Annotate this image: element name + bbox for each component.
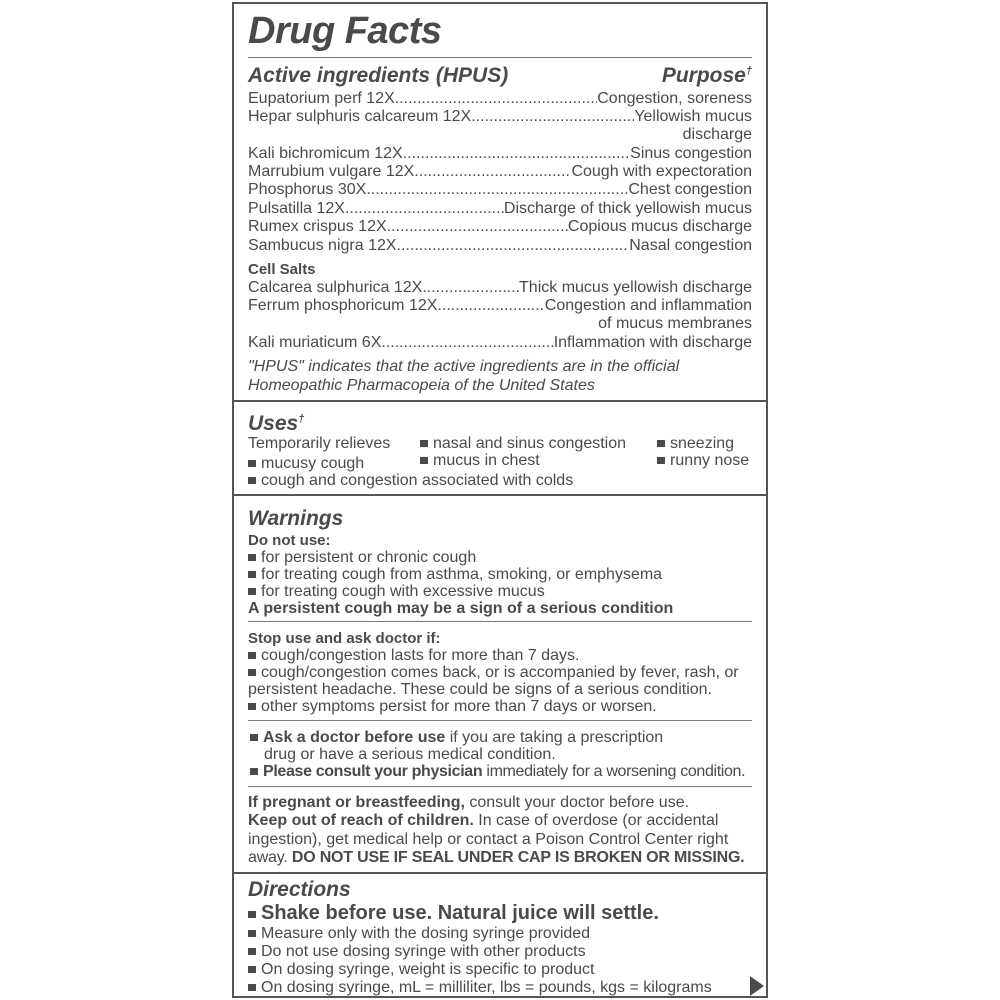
bullet-icon <box>248 966 256 973</box>
stop-use-heading: Stop use and ask doctor if: <box>248 630 441 647</box>
bullet-icon <box>248 477 256 484</box>
title-divider <box>248 57 752 58</box>
direction-item: Do not use dosing syringe with other products <box>248 943 586 961</box>
section-divider <box>234 494 766 496</box>
bullet-icon <box>248 948 256 955</box>
bullet-icon <box>248 554 256 561</box>
stop-use-item: cough/congestion lasts for more than 7 days. <box>248 647 579 665</box>
ingredient-row: Phosphorus 30X ..... Chest congestion <box>248 181 752 199</box>
stop-use-item: other symptoms persist for more than 7 days or worsen. <box>248 698 657 716</box>
keep-out-of-reach: Keep out of reach of children. In case of overdose (or accidental <box>248 812 719 829</box>
bullet-icon <box>248 911 256 918</box>
bullet-icon <box>248 460 256 467</box>
ingredient-row: Sambucus nigra 12X ..... Nasal congestion <box>248 237 752 255</box>
bullet-icon <box>248 669 256 676</box>
uses-item: mucusy cough <box>248 455 364 473</box>
uses-item: runny nose <box>657 452 749 470</box>
uses-intro: Temporarily relieves <box>248 435 391 452</box>
ingredient-row: Rumex crispus 12X ..... Copious mucus discharge <box>248 218 752 236</box>
warning-item: for treating cough from asthma, smoking, or emphysema <box>248 566 662 584</box>
direction-item: On dosing syringe, weight is specific to product <box>248 961 595 979</box>
direction-item: On dosing syringe, mL = milliliter, lbs = pounds, kgs = kilograms <box>248 979 712 997</box>
stop-use-item: cough/congestion comes back, or is accompanied by fever, rash, or <box>248 664 739 682</box>
active-ingredients-heading: Active ingredients (HPUS) <box>248 64 509 87</box>
hpus-note: Homeopathic Pharmacopeia of the United States <box>248 377 595 394</box>
ask-doctor-item: Ask a doctor before use if you are taking a prescription <box>250 729 663 747</box>
uses-heading: Uses† <box>248 412 305 435</box>
uses-item: nasal and sinus congestion <box>420 435 626 453</box>
cell-salts-heading: Cell Salts <box>248 261 316 278</box>
uses-item: mucus in chest <box>420 452 540 470</box>
drug-facts-panel <box>232 2 768 998</box>
seal-warning: away. DO NOT USE IF SEAL UNDER CAP IS BROKEN OR MISSING. <box>248 849 745 866</box>
warning-item: for treating cough with excessive mucus <box>248 583 545 601</box>
bullet-icon <box>250 768 258 775</box>
shake-instruction: Shake before use. Natural juice will settle. <box>248 902 659 924</box>
bullet-icon <box>420 457 428 464</box>
cell-salt-row: Ferrum phosphoricum 12X ..... Congestion and inflammation <box>248 297 752 315</box>
pregnant-warning: If pregnant or breastfeeding, consult your doctor before use. <box>248 794 690 811</box>
bullet-icon <box>248 984 256 991</box>
section-divider <box>234 872 766 874</box>
continue-arrow-icon <box>750 976 764 996</box>
cell-salt-purpose-continued: of mucus membranes <box>598 315 752 332</box>
purpose-heading: Purpose† <box>661 64 752 87</box>
section-divider <box>234 400 766 402</box>
ask-doctor-continued: drug or have a serious medical condition. <box>264 746 556 763</box>
do-not-use-heading: Do not use: <box>248 532 331 549</box>
directions-heading: Directions <box>248 878 351 901</box>
bullet-icon <box>657 440 665 447</box>
bullet-icon <box>250 734 258 741</box>
warning-divider <box>248 786 752 787</box>
bullet-icon <box>657 457 665 464</box>
bullet-icon <box>248 571 256 578</box>
ingredient-row: Kali bichromicum 12X ..... Sinus congestion <box>248 145 752 163</box>
ingredient-row: Pulsatilla 12X ..... Discharge of thick yellowish mucus <box>248 200 752 218</box>
bullet-icon <box>248 588 256 595</box>
consult-physician-item: Please consult your physician immediately for a worsening condition. <box>250 763 745 781</box>
bullet-icon <box>248 703 256 710</box>
cell-salt-row: Kali muriaticum 6X ..... Inflammation with discharge <box>248 334 752 352</box>
persistent-cough-warning: A persistent cough may be a sign of a serious condition <box>248 600 674 617</box>
hpus-note: "HPUS" indicates that the active ingredients are in the official <box>248 358 680 375</box>
stop-use-item-continued: persistent headache. These could be signs of a serious condition. <box>248 681 712 698</box>
page-title: Drug Facts <box>248 10 442 52</box>
uses-item: sneezing <box>657 435 734 453</box>
ingredient-row: Eupatorium perf 12X ..... Congestion, soreness <box>248 90 752 108</box>
ingredient-purpose-continued: discharge <box>682 126 752 143</box>
ingredient-row: Marrubium vulgare 12X ..... Cough with expectoration <box>248 163 752 181</box>
warning-divider <box>248 720 752 721</box>
warning-divider <box>248 621 752 622</box>
uses-item: cough and congestion associated with colds <box>248 472 573 490</box>
keep-out-of-reach-continued: ingestion), get medical help or contact a Poison Control Center right <box>248 831 729 848</box>
warnings-heading: Warnings <box>248 507 344 530</box>
warning-item: for persistent or chronic cough <box>248 549 476 567</box>
bullet-icon <box>248 652 256 659</box>
direction-item: Measure only with the dosing syringe provided <box>248 925 590 943</box>
ingredient-row: Hepar sulphuris calcareum 12X ..... Yellowish mucus <box>248 108 752 126</box>
bullet-icon <box>248 930 256 937</box>
bullet-icon <box>420 440 428 447</box>
cell-salt-row: Calcarea sulphurica 12X ..... Thick mucus yellowish discharge <box>248 279 752 297</box>
